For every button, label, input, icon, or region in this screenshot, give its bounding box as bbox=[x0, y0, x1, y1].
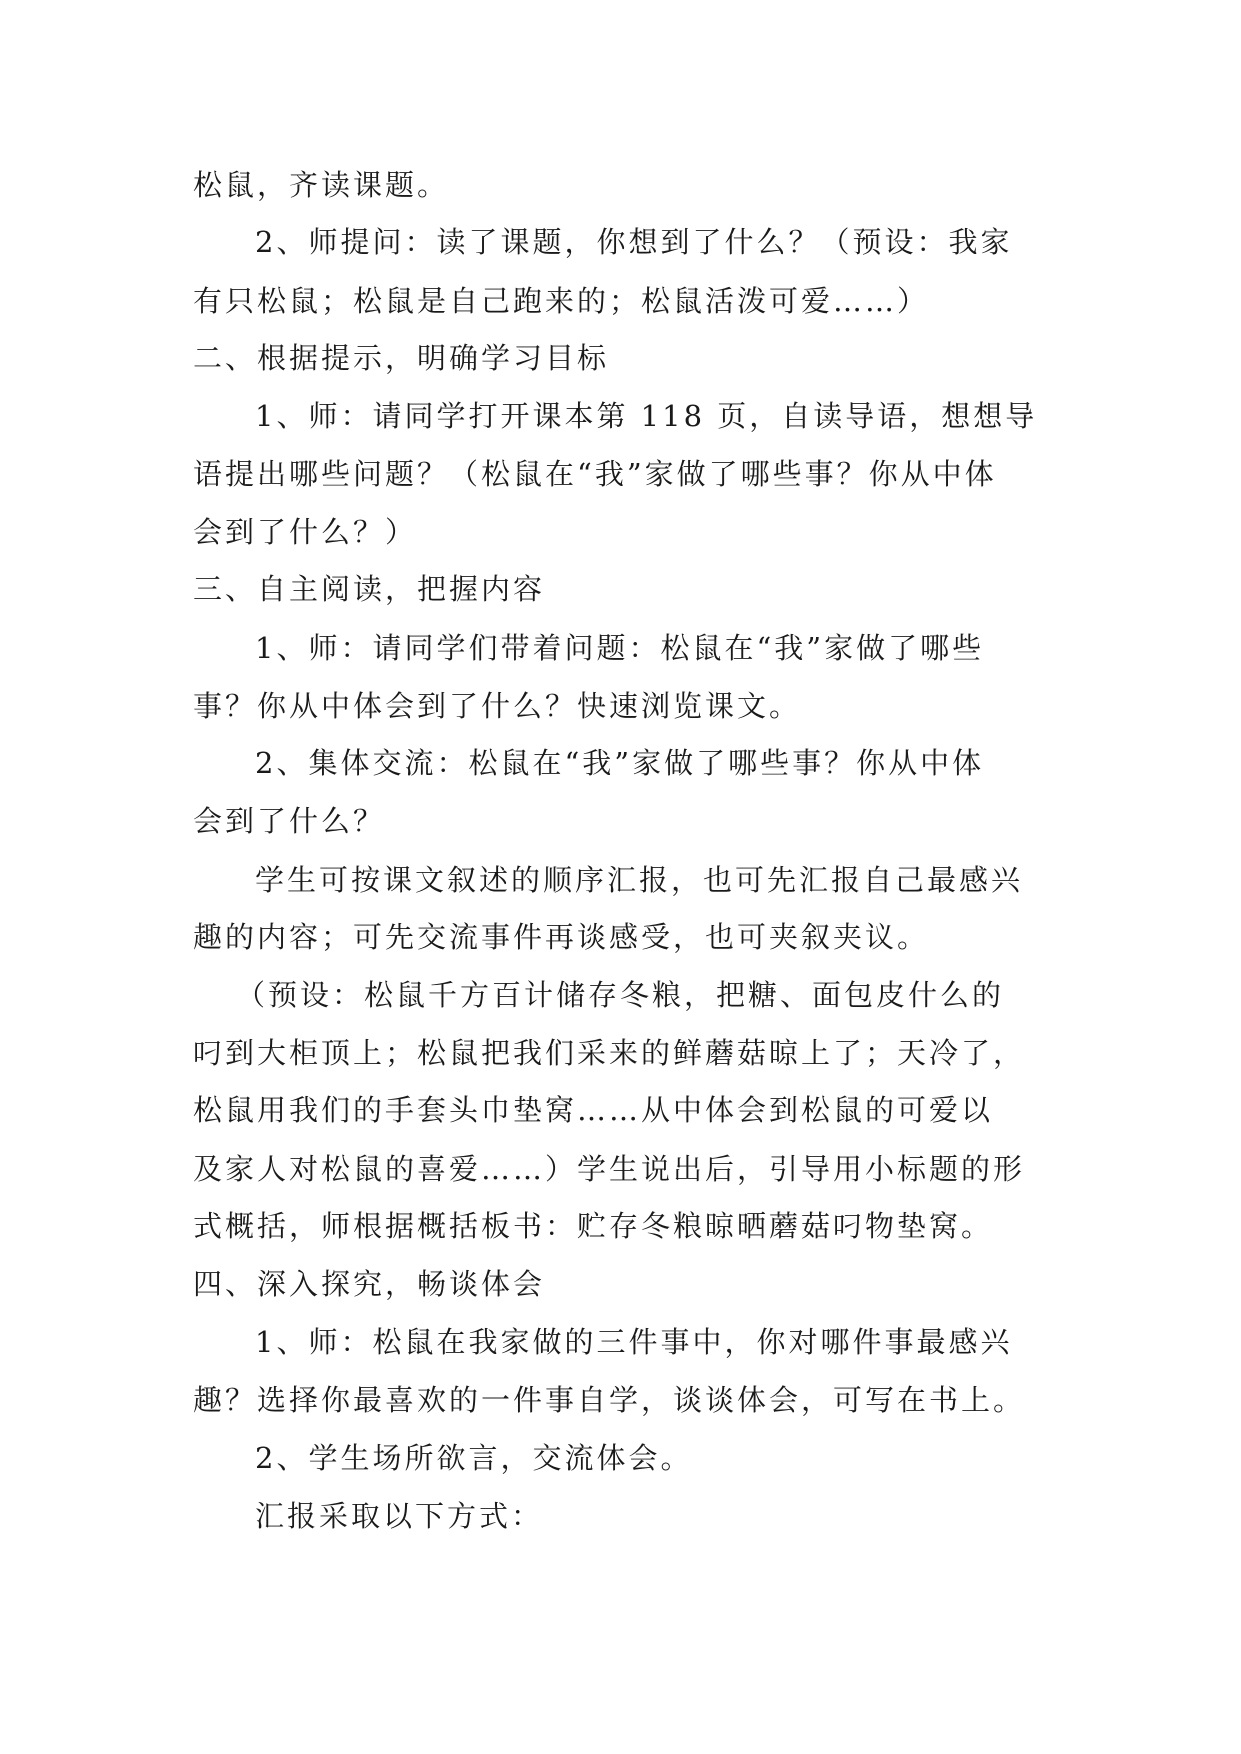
text-line: 会到了什么？ bbox=[193, 804, 386, 838]
text-line: 趣？选择你最喜欢的一件事自学，谈谈体会，可写在书上。 bbox=[193, 1383, 1026, 1417]
text-line: 2、学生场所欲言，交流体会。 bbox=[255, 1441, 693, 1475]
text-line: 有只松鼠；松鼠是自己跑来的；松鼠活泼可爱……） bbox=[193, 284, 930, 318]
text-line: 1、师：请同学们带着问题：松鼠在“我”家做了哪些 bbox=[255, 631, 985, 665]
text-line: 松鼠，齐读课题。 bbox=[193, 168, 450, 202]
text-line: 2、集体交流：松鼠在“我”家做了哪些事？你从中体 bbox=[255, 746, 985, 780]
text-line: 叼到大柜顶上；松鼠把我们采来的鲜蘑菇晾上了；天冷了， bbox=[193, 1036, 1026, 1070]
section-heading: 二、根据提示，明确学习目标 bbox=[193, 341, 610, 375]
text-line: 会到了什么？） bbox=[193, 515, 418, 549]
text-line: 及家人对松鼠的喜爱……）学生说出后，引导用小标题的形 bbox=[193, 1152, 1026, 1186]
section-heading: 四、深入探究，畅谈体会 bbox=[193, 1267, 546, 1301]
text-line: 趣的内容；可先交流事件再谈感受，也可夹叙夹议。 bbox=[193, 920, 930, 954]
text-line: 2、师提问：读了课题，你想到了什么？（预设：我家 bbox=[255, 225, 1013, 259]
text-line: 汇报采取以下方式： bbox=[255, 1499, 544, 1533]
text-line: 1、师：松鼠在我家做的三件事中，你对哪件事最感兴 bbox=[255, 1325, 1013, 1359]
text-line: 1、师：请同学打开课本第 118 页，自读导语，想想导 bbox=[255, 399, 1038, 433]
text-line: 事？你从中体会到了什么？快速浏览课文。 bbox=[193, 689, 802, 723]
text-line: 语提出哪些问题？（松鼠在“我”家做了哪些事？你从中体 bbox=[193, 457, 997, 491]
text-line: 松鼠用我们的手套头巾垫窝……从中体会到松鼠的可爱以 bbox=[193, 1093, 994, 1127]
text-line: 学生可按课文叙述的顺序汇报，也可先汇报自己最感兴 bbox=[255, 863, 1024, 897]
text-line: （预设：松鼠千方百计储存冬粮，把糖、面包皮什么的 bbox=[236, 978, 1005, 1012]
section-heading: 三、自主阅读，把握内容 bbox=[193, 572, 546, 606]
text-line: 式概括，师根据概括板书：贮存冬粮晾晒蘑菇叼物垫窝。 bbox=[193, 1209, 994, 1243]
